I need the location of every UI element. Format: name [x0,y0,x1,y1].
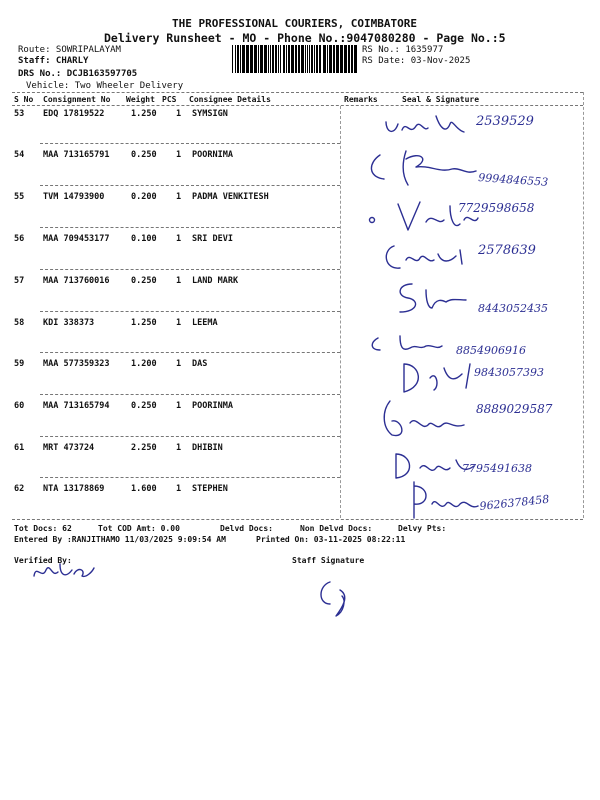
col-consignment: Consignment No [43,95,111,104]
rs-number: RS No.: 1635977 [362,45,444,55]
svg-text:7795491638: 7795491638 [462,462,532,475]
row-sno: 62 [14,484,25,494]
delivery-points: Delvy Pts: [398,524,447,533]
drs-number: DRS No.: DCJB163597705 [18,69,138,79]
entered-by: Entered By :RANJITHAMO 11/03/2025 9:09:54 AM [14,535,226,544]
row-pcs: 1 [176,318,182,328]
svg-text:2539529: 2539529 [476,114,534,129]
staff-signature-label: Staff Signature [292,556,365,565]
signature-row-54 [360,145,590,199]
row-divider [40,143,340,144]
barcode-bar [280,45,281,73]
delivered-docs: Delvd Docs: [220,524,273,533]
col-consignee: Consignee Details [189,95,271,104]
barcode-bar [295,45,297,73]
row-pcs: 1 [176,443,182,453]
barcode-bar [354,45,357,73]
barcode-bar [240,45,241,73]
row-divider [40,477,340,478]
barcode-bar [286,45,287,73]
row-consignee: STEPHEN [192,484,228,494]
row-weight: 0.100 [131,234,157,244]
row-consignment-no: MAA 577359323 [43,359,110,369]
staff-signature [316,576,356,625]
row-weight: 0.250 [131,401,157,411]
barcode-bar [235,45,236,73]
row-divider [40,311,340,312]
row-consignment-no: TVM 14793900 [43,192,105,202]
row-divider [40,227,340,228]
barcode-bar [237,45,239,73]
row-consignee: POORINMA [192,401,233,411]
svg-text:8889029587: 8889029587 [476,402,553,416]
row-sno: 55 [14,192,25,202]
barcode-bar [258,45,259,73]
non-delivered-docs: Non Delvd Docs: [300,524,373,533]
barcode-bar [351,45,353,73]
svg-text:8854906916: 8854906916 [456,344,526,357]
row-consignee: LEEMA [192,318,218,328]
barcode-bar [307,45,308,73]
row-consignee: DAS [192,359,208,369]
row-weight: 0.250 [131,276,157,286]
barcode-bar [232,45,233,73]
row-pcs: 1 [176,192,182,202]
barcode-bar [316,45,318,73]
barcode-bar [348,45,350,73]
row-consignment-no: MAA 713760016 [43,276,110,286]
company-title: THE PROFESSIONAL COURIERS, COIMBATORE [172,17,418,30]
barcode-bar [268,45,269,73]
rs-date: RS Date: 03-Nov-2025 [362,56,471,66]
row-sno: 57 [14,276,25,286]
svg-text:7729598658: 7729598658 [458,201,535,215]
barcode-bar [278,45,279,73]
row-weight: 0.250 [131,150,157,160]
barcode-bar [309,45,310,73]
row-weight: 1.250 [131,109,157,119]
verified-by-label: Verified By: [14,556,72,565]
row-divider [40,436,340,437]
total-cod: Tot COD Amt: 0.00 [98,524,180,533]
col-sno: S No [14,95,34,104]
row-weight: 2.250 [131,443,157,453]
barcode-bar [275,45,277,73]
row-sno: 60 [14,401,25,411]
runsheet-title: Delivery Runsheet - MO - Phone No.:9047080280 - Page No.:5 [104,31,506,45]
barcode-bar [283,45,285,73]
row-weight: 1.200 [131,359,157,369]
col-seal-signature: Seal & Signature [402,95,480,104]
row-weight: 1.250 [131,318,157,328]
barcode [232,45,357,73]
row-consignment-no: MAA 713165794 [43,401,110,411]
barcode-bar [298,45,300,73]
barcode-bar [319,45,321,73]
row-sno: 56 [14,234,25,244]
row-pcs: 1 [176,276,182,286]
row-consignment-no: MRT 473724 [43,443,95,453]
row-divider [40,269,340,270]
row-divider [40,394,340,395]
barcode-bar [323,45,326,73]
row-pcs: 1 [176,150,182,160]
barcode-bar [250,45,253,73]
row-consignment-no: MAA 709453177 [43,234,110,244]
row-pcs: 1 [176,401,182,411]
barcode-bar [246,45,249,73]
barcode-bar [311,45,313,73]
row-consignee: POORNIMA [192,150,233,160]
col-weight: Weight [126,95,155,104]
barcode-bar [272,45,274,73]
barcode-bar [260,45,263,73]
signature-row-57 [390,278,590,327]
row-pcs: 1 [176,234,182,244]
row-consignee: LAND MARK [192,276,239,286]
row-divider [40,185,340,186]
route-label: Route: SOWRIPALAYAM [18,45,121,55]
row-weight: 1.600 [131,484,157,494]
row-consignee: PADMA VENKITESH [192,192,269,202]
col-remarks: Remarks [344,95,378,104]
row-divider [40,352,340,353]
row-consignment-no: KDI 338373 [43,318,95,328]
row-consignment-no: EDQ 17819522 [43,109,105,119]
row-consignee: DHIBIN [192,443,223,453]
barcode-bar [270,45,271,73]
col-pcs: PCS [162,95,177,104]
svg-text:9626378458: 9626378458 [478,492,550,513]
row-sno: 54 [14,150,25,160]
barcode-bar [254,45,257,73]
barcode-bar [305,45,306,73]
row-sno: 58 [14,318,25,328]
vehicle-label: Vehicle: Two Wheeler Delivery [26,81,184,91]
total-docs: Tot Docs: 62 [14,524,72,533]
barcode-bar [340,45,343,73]
row-consignee: SYMSIGN [192,109,228,119]
barcode-bar [288,45,290,73]
svg-text:9843057393: 9843057393 [474,366,544,379]
barcode-bar [344,45,347,73]
barcode-bar [291,45,294,73]
printed-on: Printed On: 03-11-2025 08:22:11 [256,535,406,544]
barcode-bar [314,45,315,73]
row-sno: 59 [14,359,25,369]
row-pcs: 1 [176,109,182,119]
staff-label: Staff: CHARLY [18,56,89,66]
verified-by-signature [30,556,100,590]
row-consignment-no: MAA 713165791 [43,150,110,160]
row-pcs: 1 [176,359,182,369]
row-consignment-no: NTA 13178869 [43,484,105,494]
barcode-bar [242,45,245,73]
barcode-bar [333,45,335,73]
barcode-bar [301,45,304,73]
signature-row-60 [372,395,592,449]
svg-text:8443052435: 8443052435 [478,302,548,315]
barcode-bar [336,45,339,73]
row-pcs: 1 [176,484,182,494]
svg-text:2578639: 2578639 [478,243,536,258]
barcode-bar [264,45,267,73]
row-weight: 0.200 [131,192,157,202]
barcode-bar [329,45,332,73]
row-sno: 53 [14,109,25,119]
row-consignee: SRI DEVI [192,234,233,244]
barcode-bar [327,45,328,73]
svg-text:9994846553: 9994846553 [477,171,549,189]
row-sno: 61 [14,443,25,453]
